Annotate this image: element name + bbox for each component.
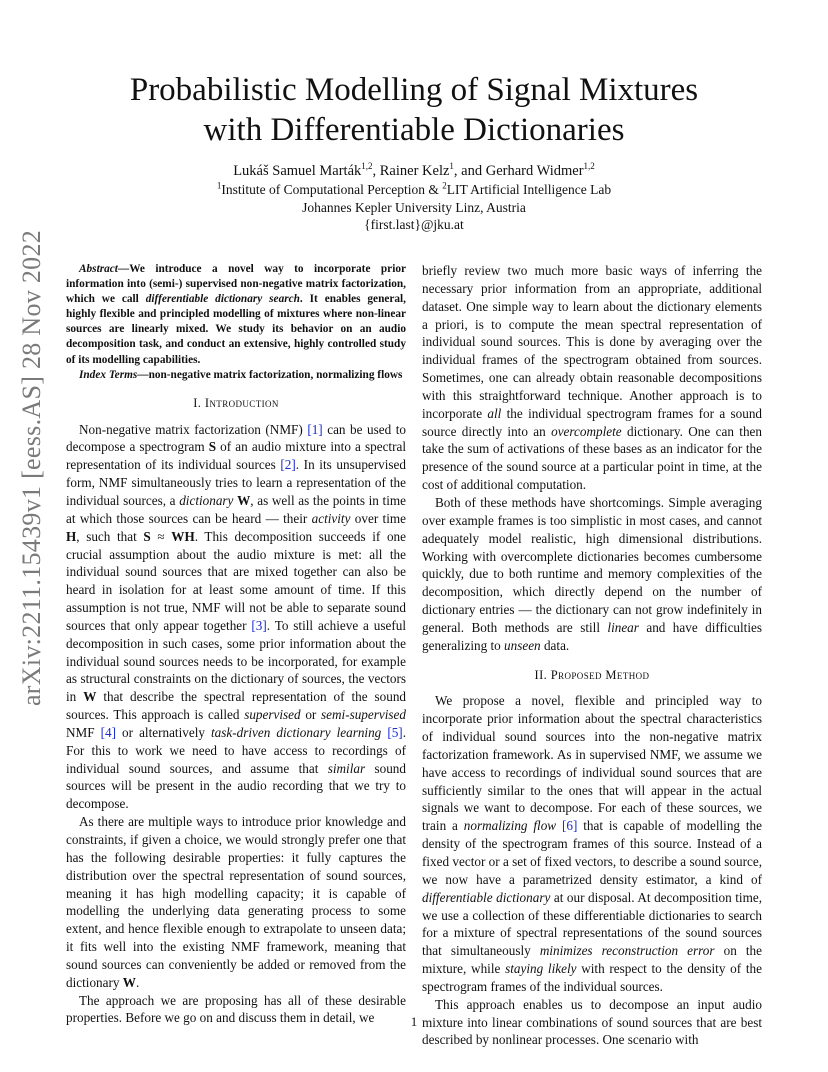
math-symbol: S xyxy=(208,439,217,455)
text: that is capable of modelling the density of the spectrogram frames of this source. Instead of a fixed vector or a set of fixed vectors, to describe a sound source, we now have a parametrized density estimator, a kind of xyxy=(422,818,762,887)
text: and have difficulties generalizing to xyxy=(422,619,762,653)
text: with respect to the density of the spectrogram frames of the individual sources. xyxy=(422,961,762,994)
emphasis: similar xyxy=(327,760,366,776)
section-title: Introduction xyxy=(204,395,279,410)
author-name: , and Gerhard Widmer xyxy=(453,163,584,179)
text: . In its unsupervised form, NMF simultaneously tries to learn a representation of the individual sources, a xyxy=(66,457,406,508)
citation-link[interactable]: [4] xyxy=(100,724,117,740)
text: We propose a novel, flexible and principled way to incorporate prior information about the spectral characteristics of individual sound sources into the non-negative matrix factorization framework. As in supervised NMF, we assume we have access to recordings of individual sound sources that are sufficiently similar to the ones that will appear in the actual signals we want to decompose. For each of these sources, we train a xyxy=(422,693,762,834)
text: over time xyxy=(350,510,406,526)
affil-sup: 1 xyxy=(216,180,222,191)
index-terms xyxy=(66,368,406,383)
text: . xyxy=(135,974,140,990)
section-number: II. xyxy=(534,667,551,682)
emphasis: differentiable dictionary xyxy=(422,889,551,905)
text: can be used to decompose a spectrogram xyxy=(66,421,406,455)
text: . For this to work we need to have access to recordings of individual sound sources, and assume that xyxy=(66,724,406,776)
text: or xyxy=(300,707,322,723)
title-line-1: Probabilistic Modelling of Signal Mixtures xyxy=(129,72,699,108)
citation-link[interactable]: [2] xyxy=(280,457,296,473)
text: that describe the spectral representation of the sound sources. This approach is called xyxy=(66,689,407,723)
text: Non-negative matrix factorization (NMF) xyxy=(79,421,308,437)
math-symbol: H xyxy=(66,528,77,544)
text: of an audio mixture into a spectral representation of its individual sources xyxy=(66,439,407,473)
emphasis: supervised xyxy=(244,707,301,723)
title-line-2: with Differentiable Dictionaries xyxy=(203,112,625,148)
emphasis: normalizing flow xyxy=(463,818,557,834)
method-paragraph-2: This approach enables us to decompose an input audio mixture into linear combinations of sound sources that are best described by nonlinear processes. One scenario with xyxy=(422,996,762,1048)
emphasis: semi-supervised xyxy=(321,707,406,723)
emphasis: activity xyxy=(311,510,351,526)
text: or alternatively xyxy=(116,724,211,740)
method-paragraph-1 xyxy=(422,692,762,995)
intro-paragraph-2 xyxy=(66,813,406,991)
text: sound sources will be present in the audio recording that we try to decompose. xyxy=(66,760,406,812)
abstract xyxy=(66,262,406,368)
abstract-emphasis: differentiable dictionary search xyxy=(145,293,300,306)
text: at our disposal. At decomposition time, we use a collection of these differentiable dictionaries to search for a mixture of spectral representations of the sound sources that simultaneously xyxy=(422,889,762,959)
left-column xyxy=(66,262,406,1027)
paper-title xyxy=(90,70,738,150)
affil-text: LIT Artificial Intelligence Lab xyxy=(446,182,612,197)
math-symbol: S xyxy=(143,528,151,544)
text: NMF xyxy=(66,724,101,740)
text: data. xyxy=(540,637,570,653)
text: briefly review two much more basic ways of inferring the necessary prior information from an appropriate, additional dataset. One simple way to learn about the dictionary elements a priori, is to compute the mean spectral representation of individual sound sources. This is done by averaging over the individual frames of the spectrogram obtained from sources. Sometimes, one can already obtain reasonable decompositions with this straightforward technique. Another approach is to incorporate xyxy=(422,263,762,421)
citation-link[interactable]: [3] xyxy=(251,617,267,633)
affil-sup: 2 xyxy=(442,180,447,191)
author-name: Lukáš Samuel Marták xyxy=(233,163,362,179)
abstract-text: —We introduce a novel way to incorporate prior information into (semi-) supervised non-negative matrix factorization, which we call xyxy=(66,263,406,306)
affiliation-line-1 xyxy=(90,181,738,199)
abstract-label: Abstract xyxy=(79,263,118,275)
intro-paragraph-3: The approach we are proposing has all of these desirable properties. Before we go on and discuss them in detail, we xyxy=(66,992,406,1026)
math-symbol: W xyxy=(237,492,251,508)
text: dictionary. One can then take the sum of activations of these bases as an indicator for the presence of the sound source at a particular point in time, at the cost of additional computation. xyxy=(422,423,762,493)
author-affil-sup: 1,2 xyxy=(583,161,595,172)
author-affil-sup: 1,2 xyxy=(361,161,373,172)
section-number: I. xyxy=(193,395,205,410)
math-symbol: W xyxy=(122,974,136,990)
emphasis: linear xyxy=(607,619,639,635)
intro-paragraph-4 xyxy=(422,494,762,655)
citation-link[interactable]: [1] xyxy=(307,421,323,437)
text: Both of these methods have shortcomings. Simple averaging over example frames is too simplistic in most cases, and cannot adequately model realistic, high dimensional distributions. Working with overcomplete dictionaries becomes cumbersome quickly, due to both runtime and memory complexities of the decomposition, which directly depend on the number of dictionary entries — the dictionary can not grow indefinitely in general. Both methods are still xyxy=(422,494,762,635)
author-email: {first.last}@jku.at xyxy=(364,217,464,232)
text: , as well as the points in time at which those sources can be heard — their xyxy=(66,492,406,526)
right-column xyxy=(422,262,762,1049)
author-affil-sup: 1 xyxy=(449,161,454,172)
arxiv-stamp[interactable] xyxy=(12,229,52,707)
section-heading-proposed-method xyxy=(422,667,762,685)
index-terms-text: —non-negative matrix factorization, normalizing flows xyxy=(137,368,403,381)
text: the individual spectrogram frames for a sound source directly into an xyxy=(422,405,763,439)
intro-paragraph-1 xyxy=(66,421,406,814)
math-operator: ≈ xyxy=(150,528,172,544)
text: , such that xyxy=(76,528,144,544)
text: on the mixture, while xyxy=(422,943,762,977)
math-symbol: WH xyxy=(171,528,195,544)
emphasis: minimizes reconstruction error xyxy=(539,943,715,959)
text: . This decomposition succeeds if one crucial assumption about the audio mixture is met: all the individual sound sources that are mixed together can also be heard in isolation for at least some amount of time. If this assumption is not true, NMF will not be able to separate sound sources that only appear together xyxy=(66,528,406,633)
affil-text: Institute of Computational Perception & xyxy=(221,182,443,197)
emphasis: all xyxy=(487,405,502,421)
text: As there are multiple ways to introduce prior knowledge and constraints, if given a choice, we would strongly prefer one that has the following desirable properties: it fully captures the distribution over the spectral representation of sound sources, meaning it has high modelling capacity; it is capable of modelling the underlying data generating process to some extent, and hence flexible enough to extrapolate to unseen data; it fits well into the existing NMF framework, meaning that sound sources can conveniently be added or removed from the dictionary xyxy=(66,814,406,990)
section-title: Proposed Method xyxy=(550,667,650,682)
author-list xyxy=(90,162,738,181)
intro-paragraph-3-continued xyxy=(422,262,762,494)
emphasis: dictionary xyxy=(179,492,234,508)
emphasis: unseen xyxy=(504,637,541,653)
author-name: , Rainer Kelz xyxy=(372,163,450,179)
emphasis: task-driven dictionary learning xyxy=(211,724,382,740)
affiliation-line-2: Johannes Kepler University Linz, Austria xyxy=(302,200,526,215)
math-symbol: W xyxy=(83,689,97,705)
citation-link[interactable]: [6] xyxy=(561,818,578,834)
index-terms-label: Index Terms xyxy=(79,368,138,381)
page-number: 1 xyxy=(410,1014,418,1029)
arxiv-id[interactable]: arXiv:2211.15439v1 [eess.AS] 28 Nov 2022 xyxy=(17,229,47,707)
citation-link[interactable]: [5] xyxy=(387,724,403,740)
emphasis: overcomplete xyxy=(551,423,622,439)
abstract-text: . It enables general, highly flexible and principled modelling of mixtures where non-linear sources are linearly mixed. We study its behavior on an audio decomposition task, and conduct an extensive, highly controlled study of its modelling capabilities. xyxy=(66,293,406,366)
section-heading-introduction xyxy=(66,395,406,413)
text: . To still achieve a useful decomposition in such cases, some prior information about the individual sound sources needs to be incorporated, for example as structural constraints on the dictionary of sources, the vectors in xyxy=(66,617,406,705)
emphasis: staying likely xyxy=(505,961,577,977)
